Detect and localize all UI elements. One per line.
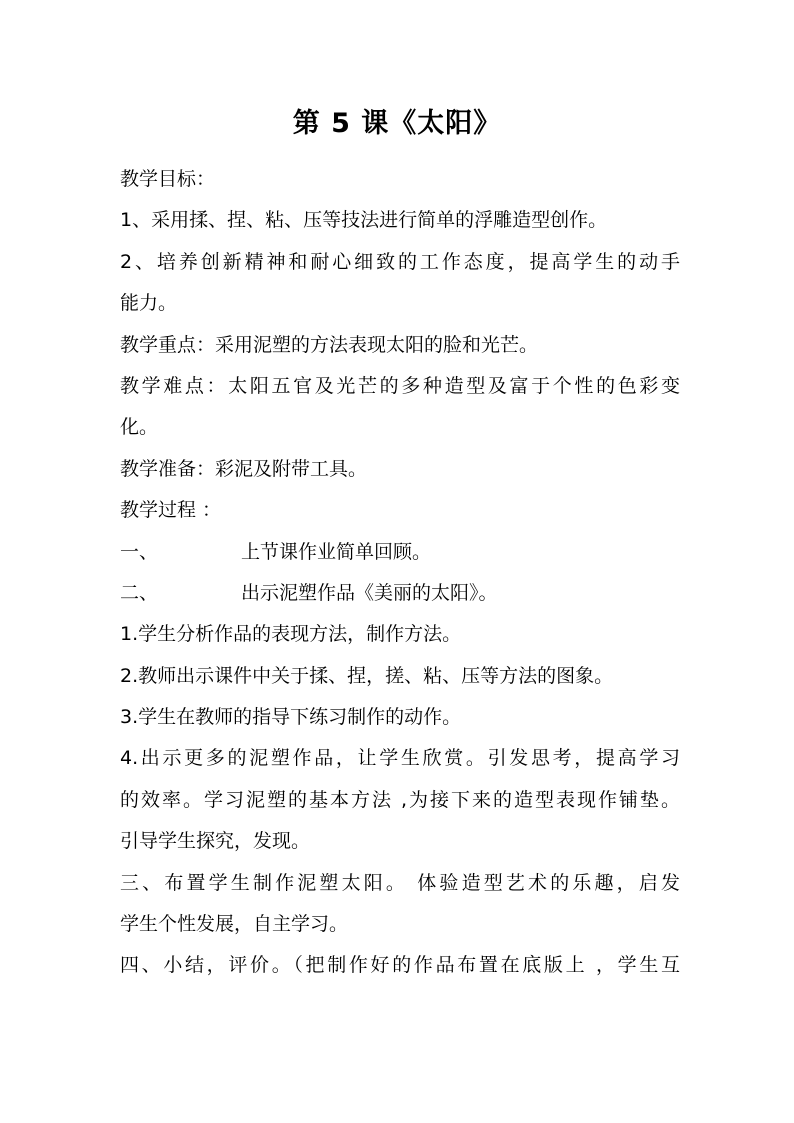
- process-step-2: [120, 573, 680, 614]
- substep-2: 2.教师出示课件中关于揉、捏，搓、粘、压等方法的图象。: [120, 664, 614, 687]
- step-number: 一、: [120, 540, 159, 563]
- page-title: 第 5 课《太阳》: [292, 108, 502, 139]
- substep-3: 3.学生在教师的指导下练习制作的动作。: [120, 706, 462, 729]
- step-text: 出示泥塑作品《美丽的太阳》。: [241, 581, 498, 604]
- process-step-1: [120, 532, 680, 573]
- substep-1: 1.学生分析作品的表现方法，制作方法。: [120, 623, 462, 646]
- objective-2-continued: 能力。: [120, 292, 178, 315]
- process-step-3: 三、布置学生制作泥塑太阳。 体验造型艺术的乐趣，启发: [120, 871, 680, 894]
- step-text: 上节课作业简单回顾。: [241, 540, 432, 563]
- substep-4-end: 引导学生探究，发现。: [120, 830, 311, 853]
- difficult-point-continued: 化。: [120, 416, 159, 439]
- objective-2: 2、培养创新精神和耐心细致的工作态度，提高学生的动手: [120, 250, 680, 273]
- preparation: 教学准备：彩泥及附带工具。: [120, 457, 368, 480]
- process-step-3-continued: 学生个性发展，自主学习。: [120, 913, 349, 936]
- substep-4: 4.出示更多的泥塑作品，让学生欣赏。引发思考，提高学习: [120, 747, 680, 770]
- process-heading: 教学过程 ：: [120, 499, 222, 522]
- process-step-4: 四、小结，评价。（把制作好的作品布置在底版上 ，学生互: [120, 954, 680, 977]
- objectives-heading: 教学目标：: [120, 168, 216, 190]
- document-body: [120, 159, 680, 987]
- substep-4-continued: 的效率。学习泥塑的基本方法 ,为接下来的造型表现作铺垫。: [120, 788, 680, 811]
- difficult-point: 教学难点：太阳五官及光芒的多种造型及富于个性的色彩变: [120, 374, 680, 397]
- objective-1: 1、采用揉、捏、粘、压等技法进行简单的浮雕造型创作。: [120, 209, 608, 232]
- step-number: 二、: [120, 581, 159, 604]
- key-point: 教学重点：采用泥塑的方法表现太阳的脸和光芒。: [120, 333, 539, 356]
